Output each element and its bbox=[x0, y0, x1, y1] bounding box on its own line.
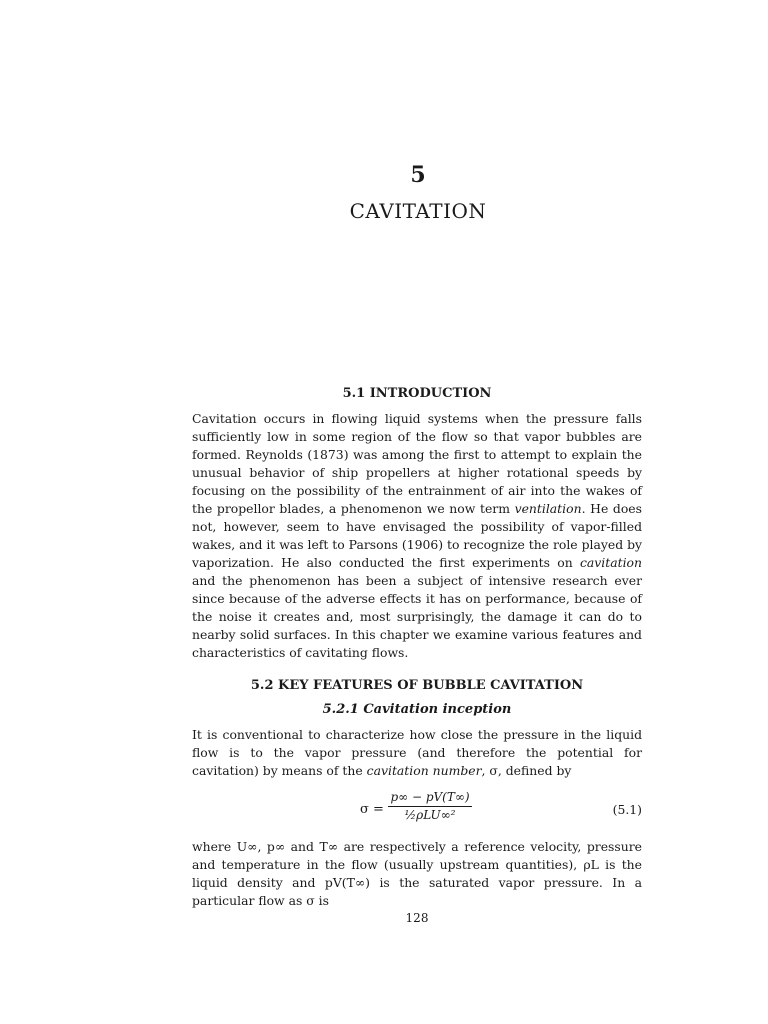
fraction-bar bbox=[388, 806, 472, 807]
chapter-title: CAVITATION bbox=[349, 199, 487, 223]
intro-text-part-1: Cavitation occurs in flowing liquid systems when the pressure falls sufficiently low in some region of the flow so that vapor bubbles are formed. Reynolds (1873) was among the first to attempt to explain the unusual behavior of ship propellers at higher rotational speeds by focusing on the possibility of the entrainment of air into the wakes of the propellor blades, a phenomenon we now term bbox=[192, 411, 642, 516]
subsection-heading-inception: 5.2.1 Cavitation inception bbox=[322, 702, 512, 717]
equation-number: (5.1) bbox=[612, 802, 642, 817]
definitions-paragraph: where U∞, p∞ and T∞ are respectively a reference velocity, pressure and temperature in the flow (usually upstream quantities), ρL is the liquid density and pV(T∞) is the saturated vapor pressure. In a particular flow as σ is bbox=[192, 839, 642, 908]
inception-text-part-1: It is conventional to characterize how close the pressure in the liquid flow is to the vapor pressure (and therefore the potential for cavitation) by means of the bbox=[192, 727, 642, 778]
page-number: 128 bbox=[405, 911, 429, 925]
term-cavitation-number: cavitation number bbox=[366, 763, 482, 778]
introduction-paragraph bbox=[192, 410, 642, 662]
intro-text-part-3: and the phenomenon has been a subject of intensive research ever since because of the adverse effects it has on performance, because of the noise it creates and, most surprisingly, the damage it can do to nearby solid surfaces. In this chapter we examine various features and characteristics of cavitating flows. bbox=[192, 573, 642, 660]
inception-text-part-2: , σ, defined by bbox=[481, 763, 572, 778]
equation-numerator: p∞ − pV(T∞) bbox=[390, 790, 470, 804]
section-heading-key-features: 5.2 KEY FEATURES OF BUBBLE CAVITATION bbox=[250, 678, 584, 693]
equation-lhs: σ = bbox=[360, 802, 384, 817]
equation-5-1 bbox=[192, 790, 642, 834]
term-cavitation: cavitation bbox=[579, 555, 642, 570]
term-ventilation: ventilation bbox=[514, 501, 582, 516]
inception-paragraph bbox=[192, 726, 642, 780]
equation-fraction bbox=[388, 790, 472, 822]
intro-text-part-2: . He does not, however, seem to have envisaged the possibility of vapor-filled wakes, and it was left to Parsons (1906) to recognize the role played by vaporization. He also conducted the first experiments on bbox=[192, 501, 642, 570]
chapter-number: 5 bbox=[410, 162, 426, 188]
equation-denominator: ½ρLU∞² bbox=[404, 808, 456, 822]
section-heading-introduction: 5.1 INTRODUCTION bbox=[342, 386, 492, 401]
